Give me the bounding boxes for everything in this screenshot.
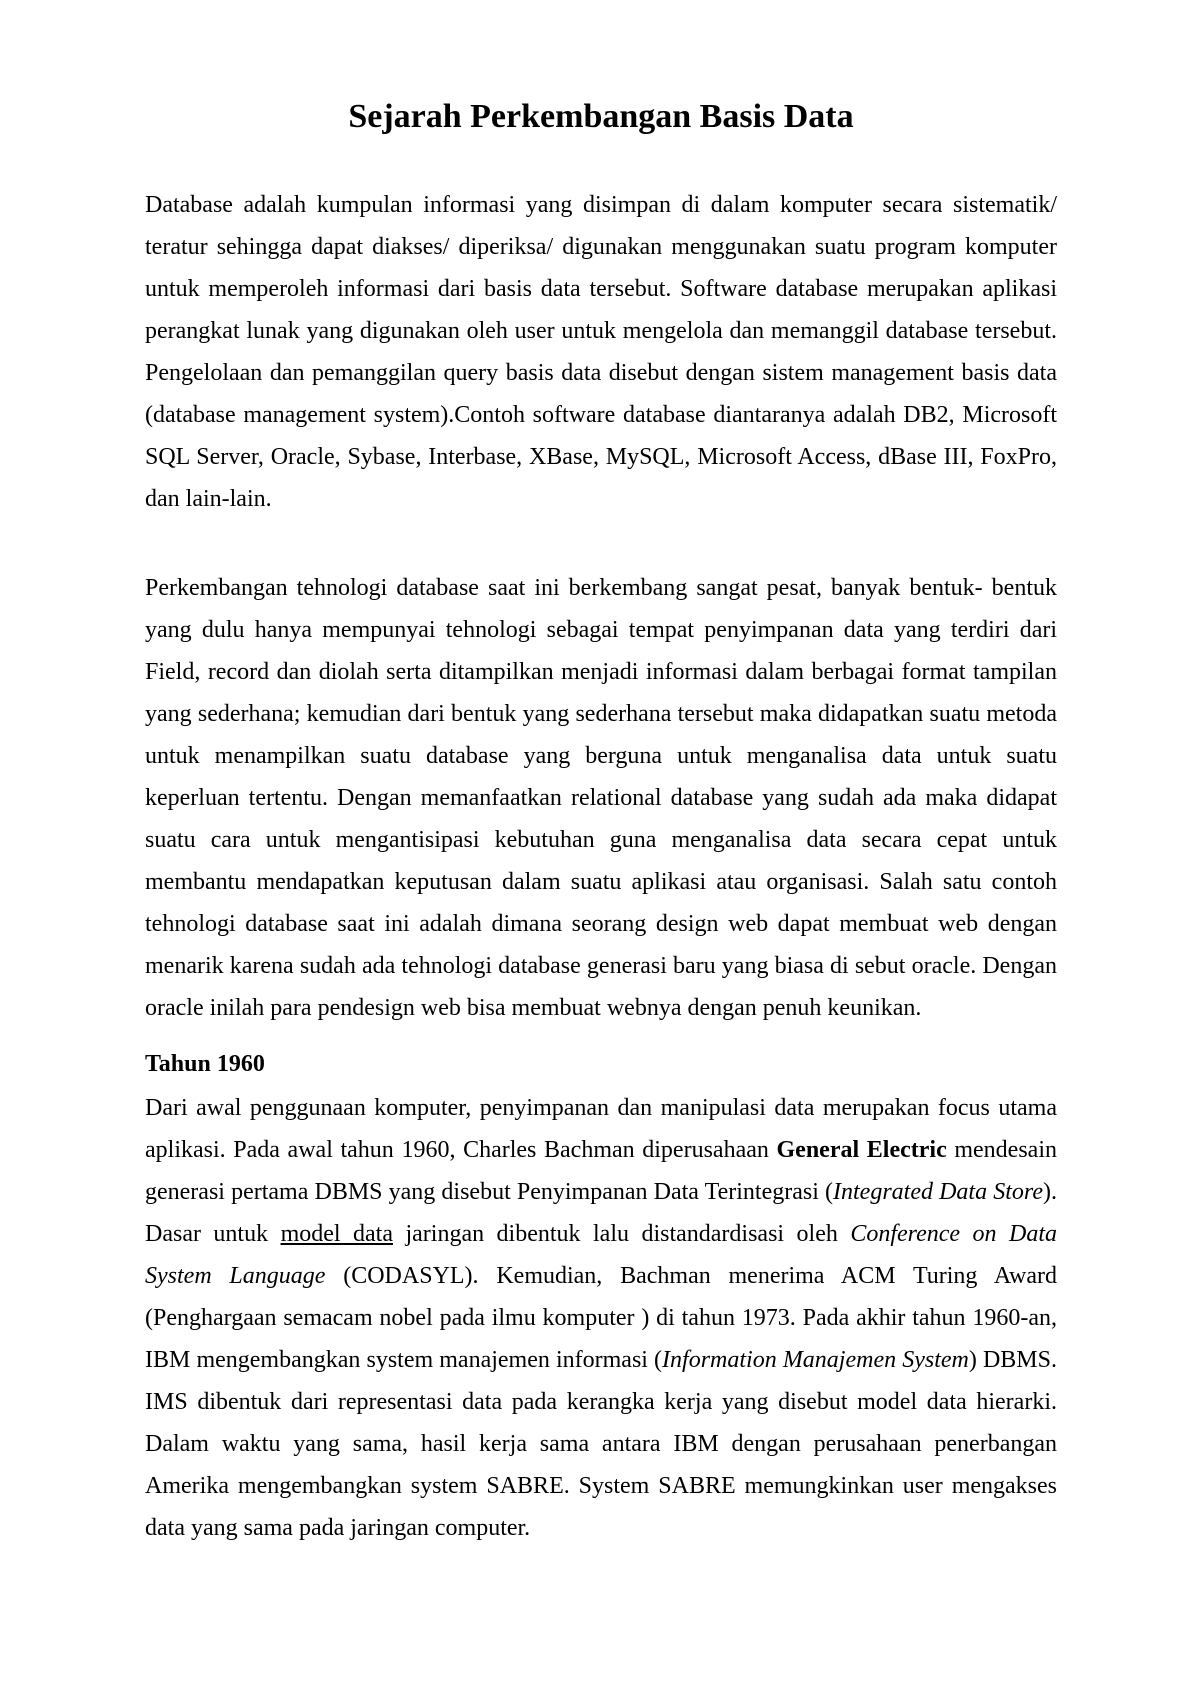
text-run-italic-information-management-system: Information Manajemen System — [662, 1347, 969, 1373]
text-run: Dari awal penggunaan komputer, penyimpanan dan manipulasi data merupakan focus utama aplikasi. Pada awal tahun 1960, Charles Bachman diperusahaan — [145, 1095, 1057, 1163]
text-run-italic-codasyl-conference: Conference on Data System Language — [145, 1221, 1058, 1289]
text-run: mendesain generasi pertama DBMS yang disebut Penyimpanan Data Terintegrasi ( — [145, 1137, 1057, 1205]
text-run: ) DBMS. IMS dibentuk dari representasi data pada kerangka kerja yang disebut model data hierarki. Dalam waktu yang sama, hasil kerja sama antara IBM dengan perusahaan penerbangan Amerika mengembangkan system SABRE. System SABRE memungkinkan user mengakses data yang sama pada jaringan computer. — [145, 1347, 1057, 1541]
document-title: Sejarah Perkembangan Basis Data — [348, 98, 854, 135]
text-run: ). Dasar untuk — [145, 1179, 1057, 1247]
text-run-italic-integrated-data-store: Integrated Data Store — [833, 1179, 1043, 1205]
text-run-bold-general-electric: General Electric — [776, 1137, 947, 1163]
section-heading-tahun-1960: Tahun 1960 — [145, 1051, 265, 1077]
text-run: (CODASYL). Kemudian, Bachman menerima ACM Turing Award (Penghargaan semacam nobel pada ilmu komputer ) di tahun 1973. Pada akhir tahun 1960-an, IBM mengembangkan system manajemen informasi ( — [145, 1263, 1057, 1373]
text-run-underline-model-data: model data — [280, 1221, 393, 1247]
paragraph-database-definition: Database adalah kumpulan informasi yang disimpan di dalam komputer secara sistematik/ teratur sehingga dapat diakses/ diperiksa/ digunakan menggunakan suatu program komputer untuk memperoleh informasi dari basis data tersebut. Software database merupakan aplikasi perangkat lunak yang digunakan oleh user untuk mengelola dan memanggil database tersebut. Pengelolaan dan pemanggilan query basis data disebut dengan sistem management basis data (database management system).Contoh software database diantaranya adalah DB2, Microsoft SQL Server, Oracle, Sybase, Interbase, XBase, MySQL, Microsoft Access, dBase III, FoxPro, dan lain-lain. — [145, 192, 1057, 512]
text-run: jaringan dibentuk lalu distandardisasi oleh — [393, 1221, 851, 1247]
paragraph-tahun-1960 — [145, 1087, 1057, 1549]
paragraph-database-development: Perkembangan tehnologi database saat ini berkembang sangat pesat, banyak bentuk- bentuk yang dulu hanya mempunyai tehnologi sebagai tempat penyimpanan data yang terdiri dari Field, record dan diolah serta ditampilkan menjadi informasi dalam berbagai format tampilan yang sederhana; kemudian dari bentuk yang sederhana tersebut maka didapatkan suatu metoda untuk menampilkan suatu database yang berguna untuk menganalisa data untuk suatu keperluan tertentu. Dengan memanfaatkan relational database yang sudah ada maka didapat suatu cara untuk mengantisipasi kebutuhan guna menganalisa data secara cepat untuk membantu mendapatkan keputusan dalam suatu aplikasi atau organisasi. Salah satu contoh tehnologi database saat ini adalah dimana seorang design web dapat membuat web dengan menarik karena sudah ada tehnologi database generasi baru yang biasa di sebut oracle. Dengan oracle inilah para pendesign web bisa membuat webnya dengan penuh keunikan. — [145, 575, 1057, 1021]
